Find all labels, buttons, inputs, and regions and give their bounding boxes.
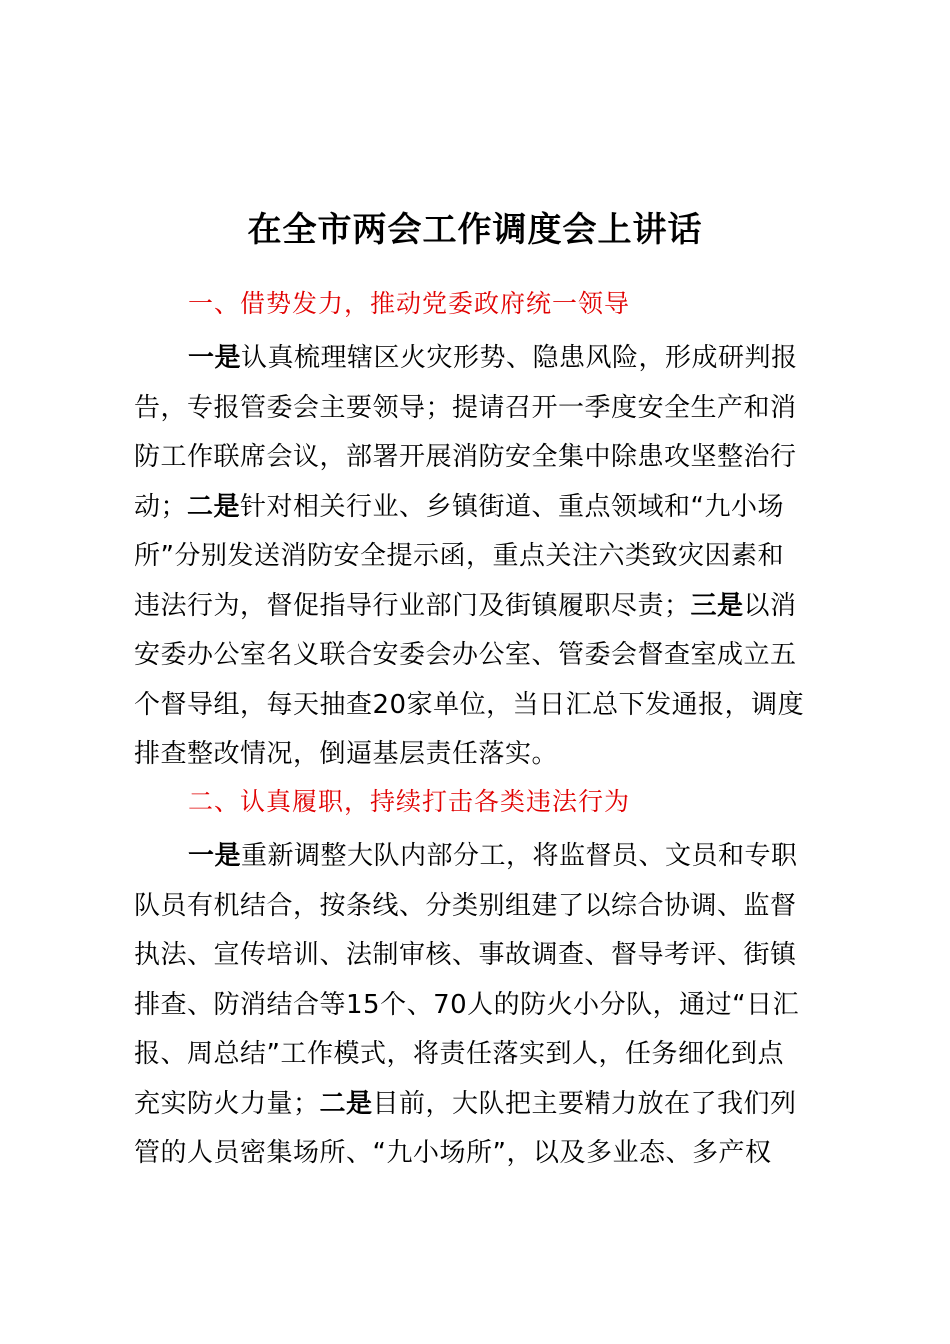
emphasis: 一是 xyxy=(188,343,242,373)
line-text: 重新调整大队内部分工，将监督员、文员和专职 xyxy=(241,841,798,871)
paragraph-line: 告，专报管委会主要领导；提请召开一季度安全生产和消 xyxy=(134,392,797,423)
section-heading-2: 二、认真履职，持续打击各类违法行为 xyxy=(188,787,631,816)
line-text: 针对相关行业、乡镇街道、重点领域和“九小场 xyxy=(240,491,785,522)
line-text: 以消 xyxy=(743,590,797,621)
line-text: 充实防火力量； xyxy=(134,1088,320,1119)
emphasis: 二是 xyxy=(187,491,241,522)
paragraph-line: 安委办公室名义联合安委会办公室、管委会督查室成立五 xyxy=(134,640,797,670)
paragraph-line xyxy=(134,582,846,632)
document-title: 在全市两会工作调度会上讲话 xyxy=(247,210,703,250)
section-heading-1: 一、借势发力，推动党委政府统一领导 xyxy=(188,289,631,318)
line-text: 认真梳理辖区火灾形势、隐患风险，形成研判报 xyxy=(241,343,798,373)
paragraph-line: 所”分别发送消防安全提示函，重点关注六类致灾因素和 xyxy=(134,541,784,571)
paragraph-line xyxy=(134,334,846,384)
line-text: 违法行为，督促指导行业部门及街镇履职尽责； xyxy=(134,590,691,621)
paragraph-line: 防工作联席会议，部署开展消防安全集中除患攻坚整治行 xyxy=(134,442,797,472)
paragraph-line: 排查、防消结合等15个、70人的防火小分队，通过“日汇 xyxy=(134,989,800,1020)
paragraph-line xyxy=(134,483,846,533)
emphasis: 三是 xyxy=(690,590,744,621)
paragraph-line: 报、周总结”工作模式，将责任落实到人，任务细化到点 xyxy=(134,1039,784,1069)
paragraph-line: 队员有机结合，按条线、分类别组建了以综合协调、监督 xyxy=(134,890,797,921)
section-body-1 xyxy=(134,334,846,780)
paragraph-line xyxy=(134,1080,846,1130)
line-text: 目前，大队把主要精力放在了我们列 xyxy=(372,1088,797,1119)
paragraph-line: 管的人员密集场所、“九小场所”，以及多业态、多产权 xyxy=(134,1138,772,1168)
paragraph-line: 排查整改情况，倒逼基层责任落实。 xyxy=(134,739,559,769)
emphasis: 二是 xyxy=(319,1088,373,1119)
paragraph-line xyxy=(134,832,846,882)
paragraph-line: 个督导组，每天抽查20家单位，当日汇总下发通报，调度 xyxy=(134,689,805,720)
section-body-2 xyxy=(134,832,846,1179)
line-text: 动； xyxy=(134,491,188,522)
emphasis: 一是 xyxy=(188,841,242,871)
paragraph-line: 执法、宣传培训、法制审核、事故调查、督导考评、街镇 xyxy=(134,940,797,970)
